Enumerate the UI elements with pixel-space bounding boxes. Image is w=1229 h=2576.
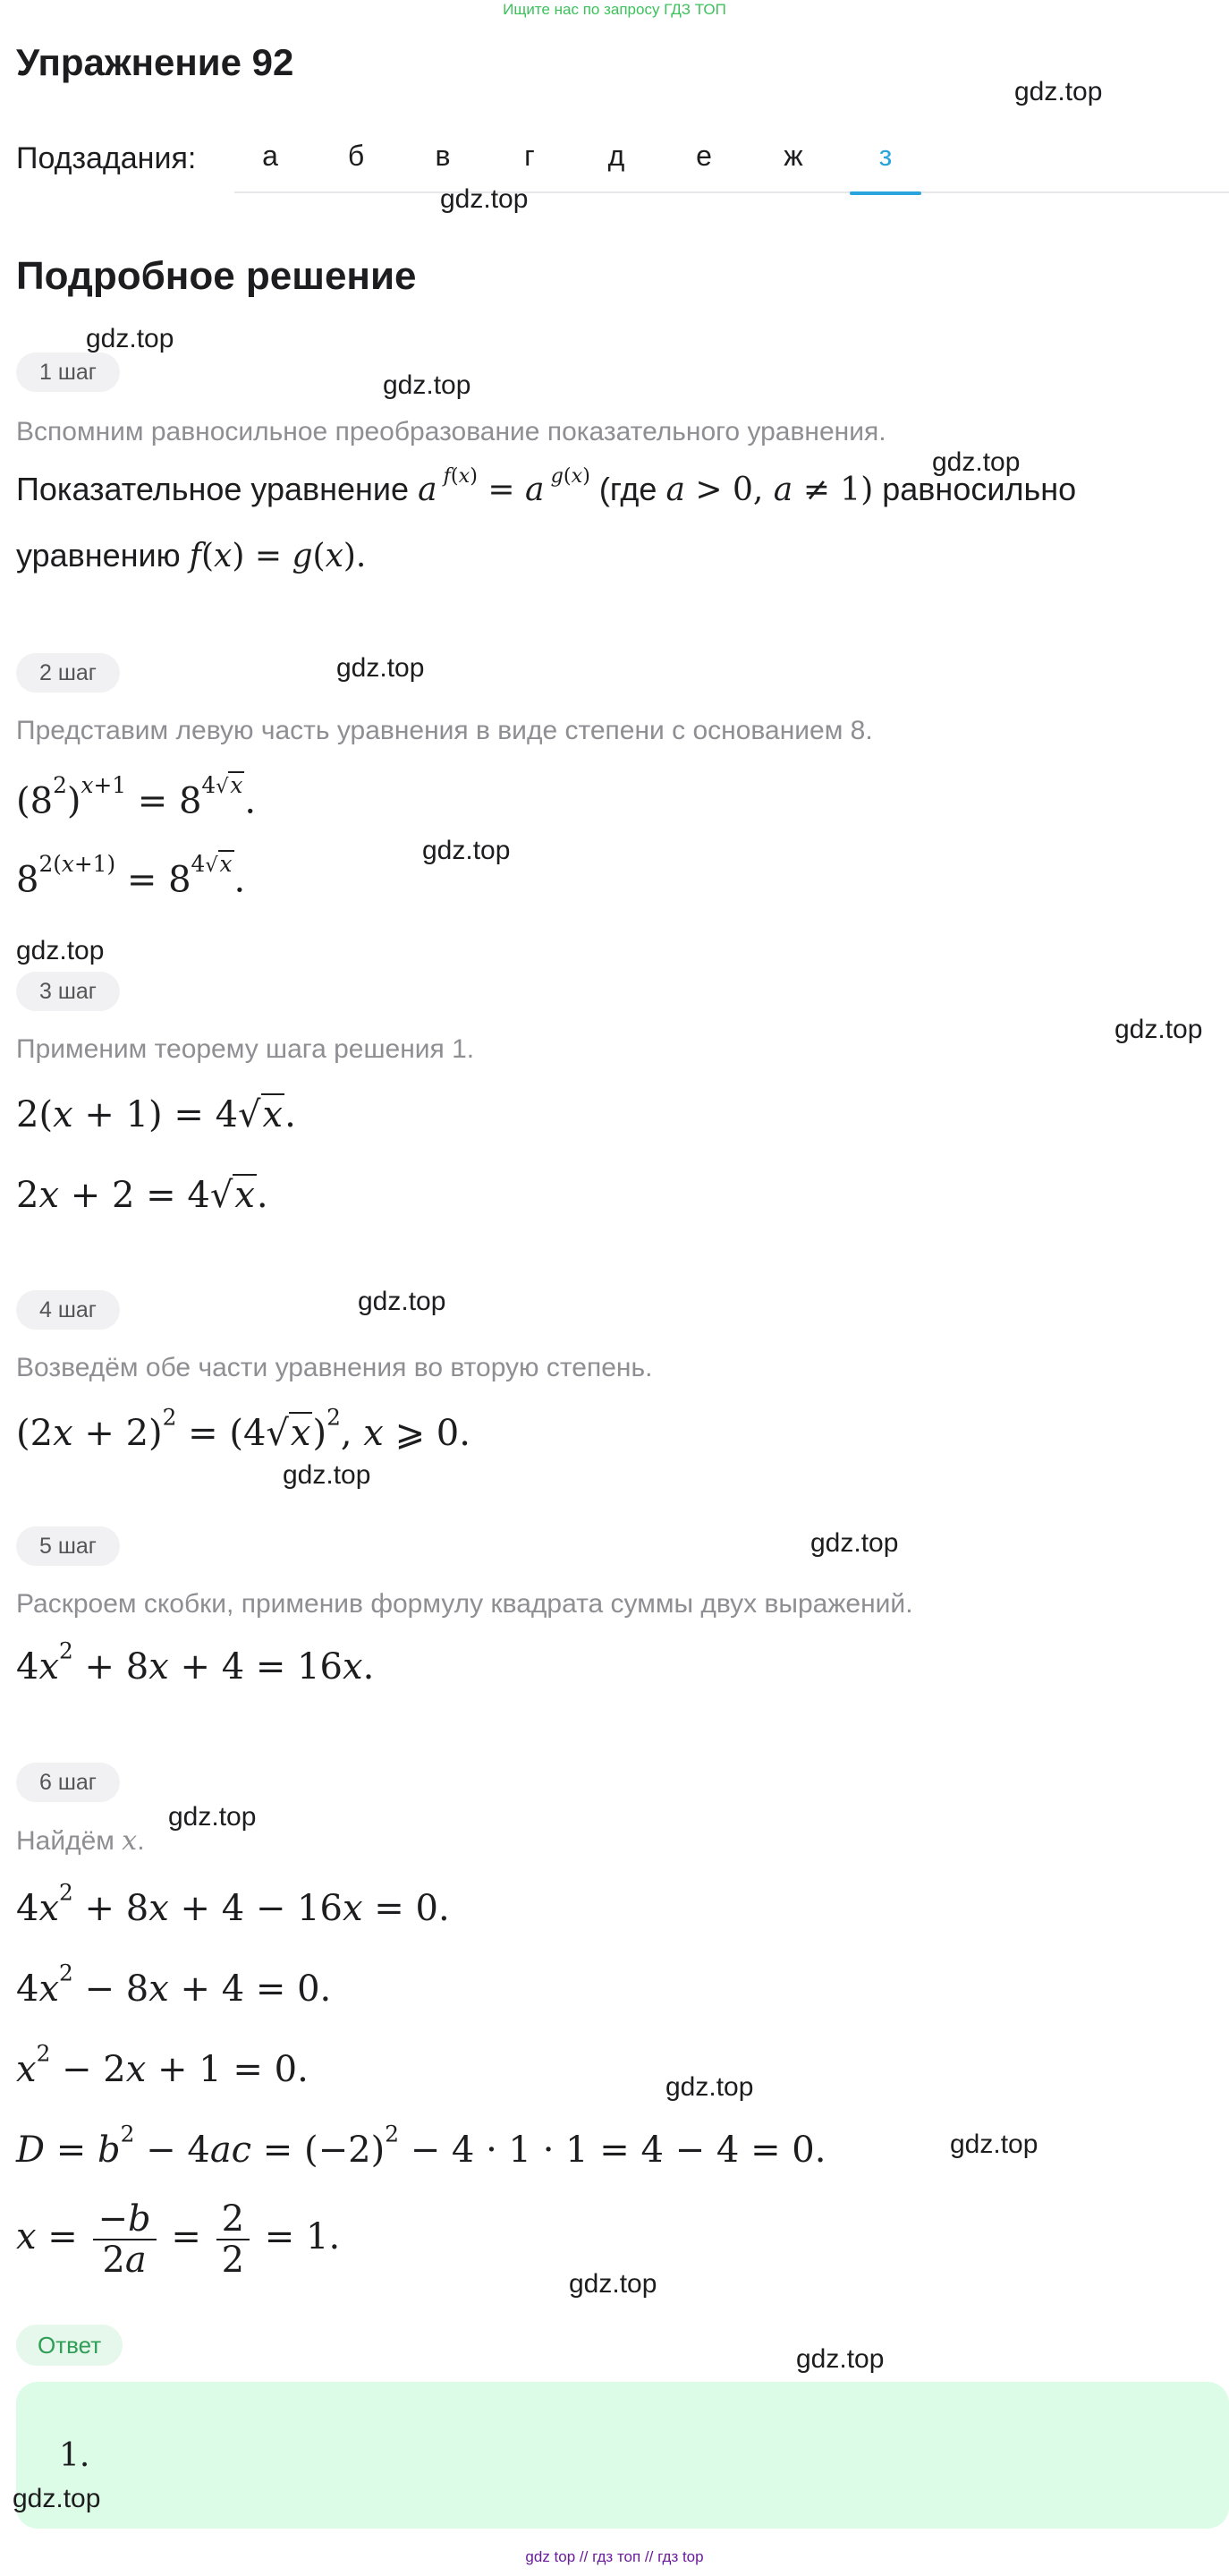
step-6-hint: Найдём x. bbox=[16, 1825, 145, 1857]
answer-badge: Ответ bbox=[16, 2325, 123, 2366]
watermark: gdz.top bbox=[86, 324, 174, 353]
step-1-formula-c: f(x) = g(x). bbox=[189, 538, 367, 574]
step-3-badge: 3 шаг bbox=[16, 972, 120, 1011]
watermark: gdz.top bbox=[932, 447, 1021, 477]
step-5-eq-1: $4x^2 + 8x + 4 = 16x$. bbox=[16, 1637, 375, 1688]
subtasks-label: Подзадания: bbox=[16, 141, 197, 175]
step-5-badge: 5 шаг bbox=[16, 1526, 120, 1566]
watermark: gdz.top bbox=[13, 2484, 101, 2513]
step-1-statement-2 bbox=[16, 537, 366, 574]
watermark: gdz.top bbox=[796, 2344, 885, 2374]
step-4-badge: 4 шаг bbox=[16, 1290, 120, 1330]
step-2-eq-1: $(8^2)^{x+1} = 8^{4√x}$. bbox=[16, 772, 257, 822]
watermark: gdz.top bbox=[569, 2269, 657, 2299]
watermark: gdz.top bbox=[422, 836, 511, 865]
step-5-hint: Раскроем скобки, применив формулу квадрата суммы двух выражений. bbox=[16, 1589, 913, 1619]
step-1-formula-a: a $^{f(x)}$ = a $^{g(x)}$ bbox=[418, 463, 590, 508]
step-6-eq-1: $4x^2 + 8x + 4 - 16x = 0$. bbox=[16, 1879, 450, 1929]
step-1-text-d: уравнению bbox=[16, 537, 181, 574]
watermark: gdz.top bbox=[950, 2130, 1038, 2159]
tab-b[interactable]: б bbox=[347, 140, 365, 172]
tab-e[interactable]: е bbox=[696, 140, 712, 172]
tab-zh[interactable]: ж bbox=[784, 140, 803, 172]
step-2-eq-2: $8^{2(x+1)} = 8^{4√x}$. bbox=[16, 851, 246, 901]
section-title: Подробное решение bbox=[16, 254, 417, 298]
subtasks-divider bbox=[234, 191, 1229, 193]
step-6-eq-3: $x^2 - 2x + 1 = 0$. bbox=[16, 2040, 309, 2090]
tab-z[interactable]: з bbox=[850, 140, 921, 191]
watermark: gdz.top bbox=[336, 653, 425, 683]
step-6-badge: 6 шаг bbox=[16, 1763, 120, 1802]
watermark: gdz.top bbox=[168, 1802, 257, 1832]
watermark: gdz.top bbox=[383, 370, 471, 400]
step-1-formula-b: a > 0, a ≠ 1) bbox=[665, 472, 874, 508]
tab-v[interactable]: в bbox=[435, 140, 451, 172]
subtasks-nav bbox=[16, 136, 1229, 193]
footer: gdz top // гдз топ // гдз top bbox=[525, 2548, 704, 2565]
watermark: gdz.top bbox=[283, 1460, 371, 1490]
watermark: gdz.top bbox=[810, 1528, 899, 1558]
step-3-hint: Применим теорему шага решения 1. bbox=[16, 1034, 475, 1064]
step-1-text-a: Показательное уравнение bbox=[16, 471, 410, 507]
step-3-eq-2: 2x + 2 = 4√x. bbox=[16, 1175, 268, 1216]
tab-g[interactable]: г bbox=[524, 140, 535, 172]
step-2-hint: Представим левую часть уравнения в виде степени с основанием 8. bbox=[16, 716, 873, 745]
step-1-text-b: (где bbox=[598, 471, 657, 507]
answer-value: 1. bbox=[59, 2437, 90, 2474]
tab-a[interactable]: а bbox=[262, 140, 278, 172]
step-1-statement bbox=[16, 463, 1077, 508]
top-banner: Ищите нас по запросу ГДЗ ТОП bbox=[503, 1, 726, 18]
page-title: Упражнение 92 bbox=[16, 41, 294, 83]
step-4-eq-1: $(2x + 2)^2 = (4√x)^2$, x ⩾ 0. bbox=[16, 1404, 470, 1454]
watermark: gdz.top bbox=[358, 1287, 446, 1316]
watermark: gdz.top bbox=[665, 2072, 754, 2102]
step-1-text-c: равносильно bbox=[882, 471, 1077, 507]
step-6-eq-5: x = $\frac{-b}{2a}$ = $\frac{2}{2}$ = 1. bbox=[16, 2198, 341, 2281]
step-6-eq-2: $4x^2 - 8x + 4 = 0$. bbox=[16, 1960, 332, 2010]
step-6-eq-4: $D = b^2 - 4ac = (-2)^2 - 4 \cdot 1 \cdot 1 = 4 - 4 = 0$. bbox=[16, 2121, 826, 2171]
step-1-badge: 1 шаг bbox=[16, 353, 120, 392]
watermark: gdz.top bbox=[1115, 1015, 1203, 1044]
step-4-hint: Возведём обе части уравнения во вторую степень. bbox=[16, 1353, 653, 1382]
step-2-badge: 2 шаг bbox=[16, 653, 120, 693]
watermark: gdz.top bbox=[16, 936, 105, 965]
watermark: gdz.top bbox=[1014, 77, 1103, 106]
step-3-eq-1: 2(x + 1) = 4√x. bbox=[16, 1094, 296, 1135]
tab-d[interactable]: д bbox=[607, 140, 625, 172]
step-6-hint-text: Найдём bbox=[16, 1826, 114, 1856]
answer-box bbox=[16, 2382, 1229, 2529]
watermark: gdz.top bbox=[440, 184, 529, 214]
step-1-hint: Вспомним равносильное преобразование показательного уравнения. bbox=[16, 417, 886, 446]
